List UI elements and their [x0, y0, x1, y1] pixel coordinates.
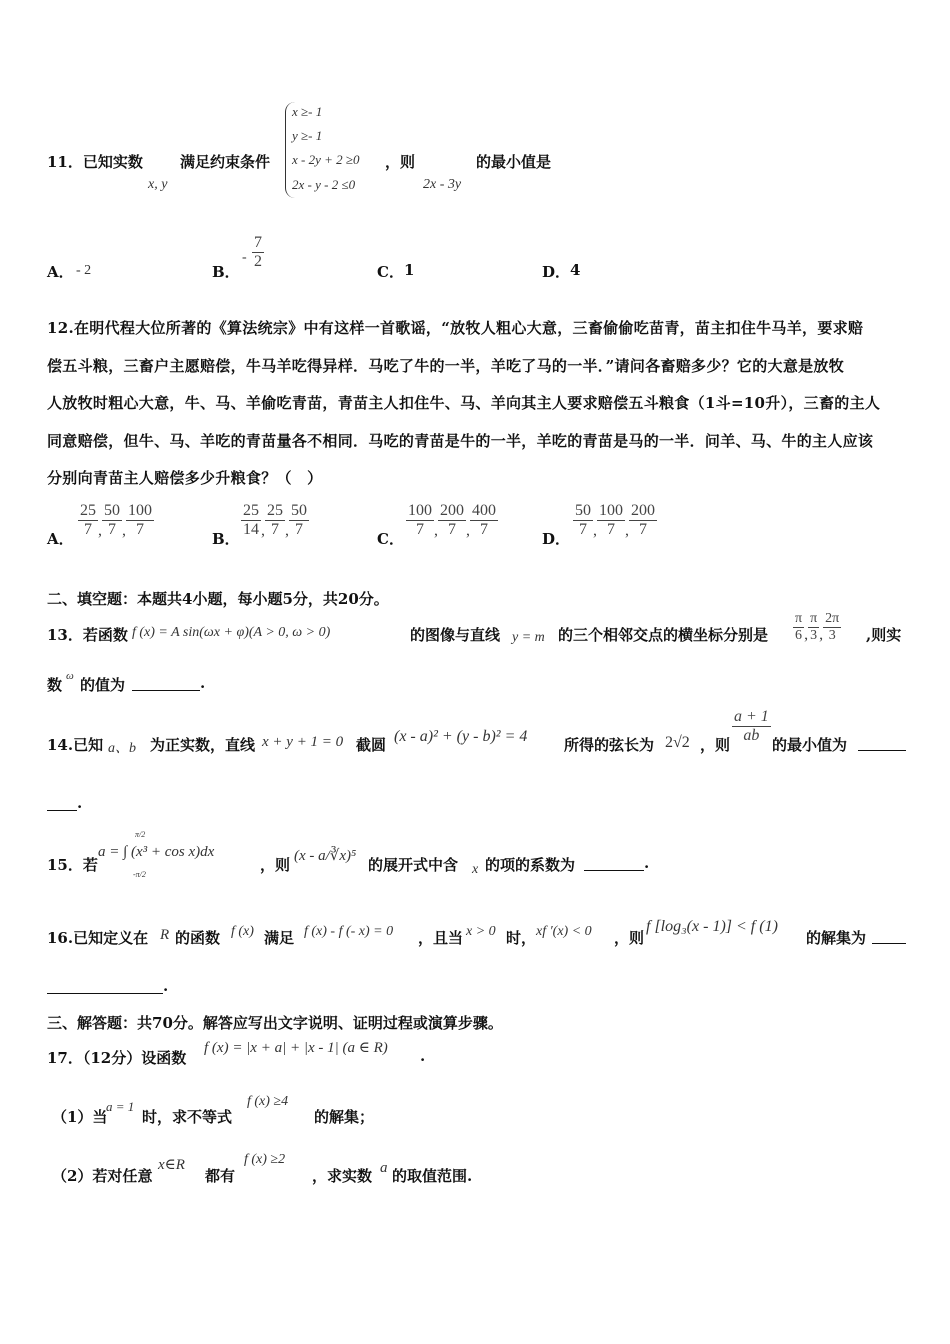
q16-derivative: xf ′(x) < 0 — [536, 924, 592, 939]
q12-line: 同意赔偿，但牛、马、羊吃的青苗量各不相同．马吃的青苗是牛的一半，羊吃的青苗是马的一半．问羊、马、牛的主人应该 — [47, 431, 874, 450]
q11-cond: 满足约束条件 — [180, 153, 271, 171]
q17-part1-a: （1）当 — [52, 1108, 108, 1126]
q17-part2-b: 都有 — [205, 1167, 236, 1185]
q13-answer-blank[interactable] — [132, 676, 200, 691]
q16-xpos: x > 0 — [466, 924, 496, 939]
q14-b: 为正实数，直线 — [150, 736, 256, 754]
q13-c: 的三个相邻交点的横坐标分别是 — [558, 626, 769, 644]
q16-cond: f (x) - f (- x) = 0 — [304, 924, 394, 939]
q16-answer-blank-cont[interactable] — [47, 979, 163, 994]
q15-b: ，则 — [260, 856, 291, 874]
denominator: 7 — [271, 521, 279, 539]
q16-f: ，则 — [614, 929, 645, 947]
denominator: 7 — [579, 521, 587, 539]
numerator: 7 — [252, 234, 264, 253]
q12-line: 分别向青苗主人赔偿多少升粮食？（ ） — [47, 469, 323, 487]
numerator: 100 — [597, 502, 625, 521]
q12-line: 偿五斗粮，三畜户主愿赔偿，牛马羊吃得异样．马吃了牛的一半，羊吃了马的一半．”请问各畜赔多少？它的大意是放牧 — [47, 356, 845, 375]
q13-omega: ω — [66, 670, 74, 682]
denominator: 7 — [136, 521, 144, 539]
q14-f: 的最小值为 — [772, 736, 848, 754]
q16-e: 时， — [506, 929, 537, 947]
numerator: 200 — [438, 502, 466, 521]
q14-c: 截圆 — [356, 736, 387, 754]
numerator: 25 — [78, 502, 98, 521]
q12-option-b-fractions: $\frac{25}{14}$ , $\frac{25}{7}$ , $\frac{50}{7}$ — [243, 502, 307, 539]
q15-end: . — [644, 854, 650, 872]
q14-chord: 2√2 — [665, 734, 690, 751]
q13-e: 数 — [47, 676, 63, 694]
q16-b: 的函数 — [175, 929, 221, 947]
q14-answer-blank-cont[interactable] — [47, 796, 77, 811]
q16-g: 的解集为 — [806, 929, 867, 947]
numerator: 50 — [573, 502, 593, 521]
denominator: 7 — [84, 521, 92, 539]
q11-constraint-system — [285, 102, 396, 198]
q13-f2: 的值为 — [80, 676, 126, 694]
numerator: 100 — [126, 502, 154, 521]
q15-upper-limit: π/2 — [135, 830, 146, 839]
q12-option-d-label: D． — [542, 530, 571, 548]
denominator: 7 — [295, 521, 303, 539]
q11-then: ，则 — [385, 153, 416, 171]
q11-option-a-label: A． — [47, 263, 74, 281]
q17-part2-c: ，求实数 — [312, 1167, 373, 1185]
q17-part2-inequality: f (x) ≥2 — [244, 1152, 286, 1167]
numerator: 25 — [241, 502, 261, 521]
q15-integral: a = ∫ (x³ + cos x)dx — [98, 844, 215, 860]
denominator: 7 — [639, 521, 647, 539]
denominator: 7 — [416, 521, 424, 539]
q12-option-b-label: B． — [212, 530, 240, 548]
q12-line: 人放牧时粗心大意，牛、马、羊偷吃青苗，青苗主人扣住牛、马、羊向其主人要求赔偿五斗粮食（1斗=10升），三畜的主人 — [47, 394, 881, 412]
q16-c: 满足 — [264, 929, 295, 947]
q13-d: ,则实 — [866, 626, 902, 644]
numerator: 2π — [823, 611, 841, 628]
q11-option-b-label: B． — [212, 263, 240, 281]
denominator: 6 — [795, 628, 803, 644]
q11-option-c-value: 1 — [404, 261, 415, 279]
q11-option-b-fraction — [252, 234, 264, 272]
q16-answer-blank[interactable] — [872, 929, 906, 944]
q14-line: x + y + 1 = 0 — [262, 734, 344, 750]
numerator: 400 — [470, 502, 498, 521]
q14-answer-blank[interactable] — [858, 736, 906, 751]
q11-objective: 2x - 3y — [423, 177, 462, 192]
q14-a: 14.已知 — [47, 736, 104, 754]
constraint: x ≥- 1 — [292, 104, 323, 119]
q15-lower-limit: -π/2 — [133, 870, 146, 879]
q14-end: . — [77, 794, 83, 812]
denominator: 14 — [243, 521, 259, 539]
numerator: 25 — [265, 502, 285, 521]
q12-option-a-fractions: $\frac{25}{7}$ , $\frac{50}{7}$ , $\frac{100}{7}$ — [80, 502, 152, 539]
q13-ym: y = m — [512, 630, 545, 645]
q16-inequality: f [log₃(x - 1)] < f (1) — [646, 918, 778, 935]
q15-expr: (x - a/∛x)⁵ — [294, 848, 357, 864]
denominator: 7 — [480, 521, 488, 539]
q12-line: 12.在明代程大位所著的《算法统宗》中有这样一首歌谣，“放牧人粗心大意，三畜偷偷吃苗青，苗主扣住牛马羊，要求赔 — [47, 319, 864, 337]
q13-function: f (x) = A sin(ωx + φ)(A > 0, ω > 0) — [132, 625, 331, 640]
section-3-heading: 三、解答题：共70分。解答应写出文字说明、证明过程或演算步骤。 — [47, 1014, 503, 1032]
q14-fraction — [732, 708, 771, 746]
q11-option-b-sign: - — [242, 250, 247, 265]
q13-a: 13．若函数 — [47, 626, 128, 644]
numerator: a + 1 — [732, 708, 771, 727]
q11-stem: 11．已知实数 — [47, 153, 143, 171]
denominator: ab — [743, 727, 760, 745]
q14-d: 所得的弦长为 — [564, 736, 655, 754]
q16-end: . — [163, 977, 169, 995]
q15-d: 的项的系数为 — [485, 856, 576, 874]
q17-end: . — [420, 1047, 426, 1065]
q16-fx: f (x) — [231, 924, 254, 939]
q12-option-c-label: C． — [377, 530, 404, 548]
q12-text — [47, 310, 907, 498]
q11-option-a-value: - 2 — [76, 263, 92, 278]
numerator: 50 — [102, 502, 122, 521]
q15-a: 15．若 — [47, 856, 98, 874]
q17-part2-var: a — [380, 1160, 388, 1176]
q17-part2-d: 的取值范围. — [392, 1167, 473, 1185]
q12-option-c-fractions: $\frac{100}{7}$ , $\frac{200}{7}$ , $\frac{400}{7}$ — [408, 502, 496, 539]
denominator: 7 — [607, 521, 615, 539]
constraint: y ≥- 1 — [292, 128, 323, 143]
q14-ab: a、b — [108, 741, 136, 756]
q13-b: 的图像与直线 — [410, 626, 501, 644]
q13-end: . — [200, 674, 206, 692]
q16-d: ，且当 — [418, 929, 464, 947]
q17-part1-c: 的解集； — [314, 1108, 375, 1126]
q13-fractions: $\frac{\pi}{6}$ , $\frac{\pi}{3}$ , $\frac{2\pi}{3}$ — [795, 611, 840, 644]
q17-a: 17．（12分）设函数 — [47, 1049, 187, 1067]
constraint: x - 2y + 2 ≥0 — [292, 152, 360, 167]
q17-function: f (x) = |x + a| + |x - 1| (a ∈ R) — [204, 1040, 388, 1056]
q17-part1-cond: a = 1 — [106, 1099, 135, 1114]
denominator: 7 — [108, 521, 116, 539]
q17-part1-b: 时，求不等式 — [142, 1108, 233, 1126]
denominator: 3 — [810, 628, 818, 644]
q16-a: 16.已知定义在 — [47, 929, 149, 947]
q17-part2-a: （2）若对任意 — [52, 1167, 153, 1185]
constraint: 2x - y - 2 ≤0 — [292, 177, 356, 192]
denominator: 7 — [448, 521, 456, 539]
q12-option-a-label: A． — [47, 530, 74, 548]
q11-vars: x, y — [148, 177, 168, 192]
numerator: 200 — [629, 502, 657, 521]
denominator: 3 — [828, 628, 836, 644]
q16-R: R — [160, 927, 170, 943]
q14-circle: (x - a)² + (y - b)² = 4 — [394, 728, 528, 745]
denominator: 2 — [254, 253, 262, 271]
q15-x: x — [472, 862, 479, 877]
q12-option-d-fractions: $\frac{50}{7}$ , $\frac{100}{7}$ , $\frac{200}{7}$ — [575, 502, 655, 539]
numerator: π — [808, 611, 819, 628]
q11-ask: 的最小值是 — [476, 153, 552, 171]
q15-c: 的展开式中含 — [368, 856, 459, 874]
q11-option-d-value: 4 — [570, 261, 581, 279]
section-2-heading: 二、填空题：本题共4小题，每小题5分，共20分。 — [47, 590, 389, 608]
q15-answer-blank[interactable] — [584, 856, 644, 871]
q17-part2-x: x∈R — [158, 1157, 185, 1173]
numerator: π — [793, 611, 804, 628]
q11-option-d-label: D． — [542, 263, 571, 281]
numerator: 100 — [406, 502, 434, 521]
numerator: 50 — [289, 502, 309, 521]
q14-e: ，则 — [700, 736, 731, 754]
q17-part1-inequality: f (x) ≥4 — [247, 1094, 289, 1109]
q11-option-c-label: C． — [377, 263, 404, 281]
